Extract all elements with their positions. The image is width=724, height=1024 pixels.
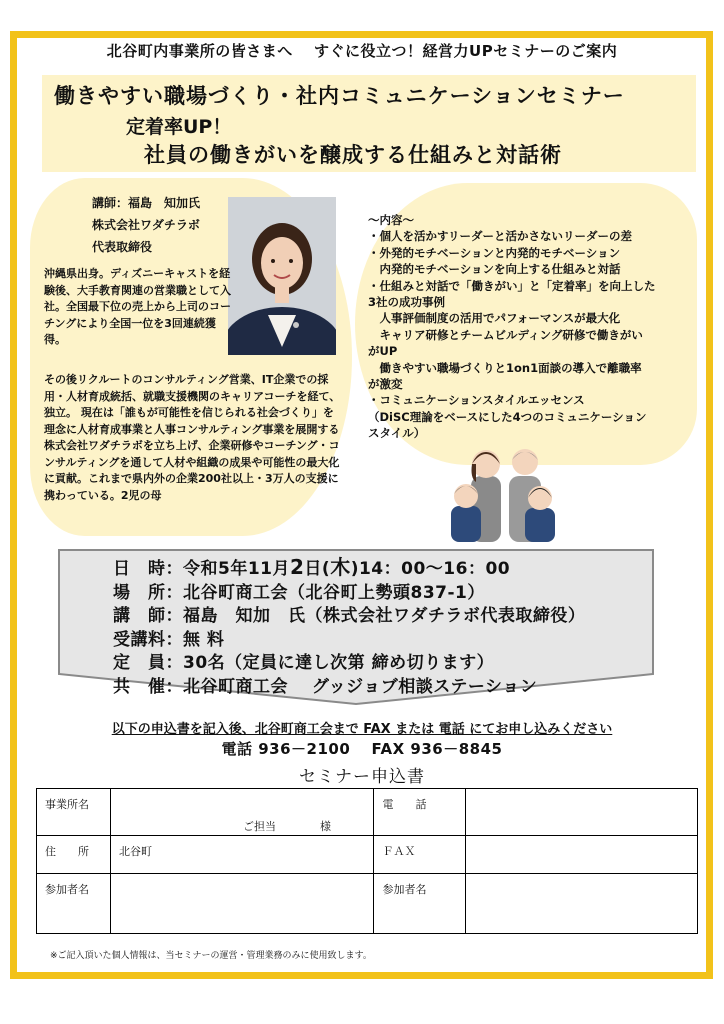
content-line: 働きやすい職場づくりと1on1面談の導入で離職率	[368, 360, 642, 375]
participant-label-2: 参加者名	[374, 874, 466, 934]
content-line: ・仕組みと対話で「働きがい」と「定着率」を向上した	[368, 278, 656, 293]
event-date: 日 時：令和5年11月2日(木)14：00～16：00	[113, 555, 511, 579]
privacy-note: ※ご記入頂いた個人情報は、当セミナーの運営・管理業務のみに使用致します。	[50, 951, 372, 961]
content-line: （DiSC理論をベースにした4つのコミュニケーション	[368, 409, 647, 424]
page-header: 北谷町内事業所の皆さまへ すぐに役立つ！経営力UPセミナーのご案内	[106, 42, 618, 60]
application-form	[36, 788, 698, 934]
instructor-info	[92, 192, 200, 258]
content-line: キャリア研修とチームビルディング研修で働きがい	[368, 327, 643, 342]
bio-part-1: 沖縄県出身。ディズニーキャストを経験後、大手教育関連の営業職として入社。全国最下位の売上から上司のコーチングにより全国一位を3回連続獲得。	[44, 267, 231, 346]
event-fee: 受講料：無 料	[113, 629, 225, 650]
form-row	[37, 789, 698, 836]
company-label: 事業所名	[37, 789, 111, 836]
content-line: 内発的モチベーションを向上する仕組みと対話	[368, 262, 621, 277]
address-field[interactable]: 北谷町	[110, 836, 374, 874]
participant-label-1: 参加者名	[37, 874, 111, 934]
event-place: 場 所：北谷町商工会（北谷町上勢頭837-1）	[113, 582, 485, 603]
content-line: 3社の成功事例	[368, 295, 446, 310]
content-line: が激変	[368, 377, 403, 392]
content-line: ・外発的モチベーションと内発的モチベーション	[368, 245, 621, 260]
participant-field-1[interactable]	[110, 874, 374, 934]
bio-part-2: その後リクルートのコンサルティング営業、IT企業での採用・人材育成統括、就職支援機関のキャリアコーチを経て、独立。 現在は「誰もが可能性を信じられる社会づくり」を理念に人材育成事業と人事コンサルティング事業を展開する株式会社ワダチラボを立ち上げ、企業研修やコーチング・コンサルティングを通して人材や組織の成果や可能性の最大化に貢献。これまで県内外の企業200社以上・3万人の支援に携わっている。2児の母	[44, 373, 341, 502]
event-lecturer: 講 師：福島 知加 氏（株式会社ワダチラボ代表取締役）	[113, 606, 586, 626]
event-info	[113, 556, 585, 699]
application-instruction: 以下の申込書を記入後、北谷町商工会まで FAX または 電話 にてお申し込みください	[111, 722, 613, 737]
content-line: スタイル）	[368, 426, 426, 441]
form-row	[37, 836, 698, 874]
content-line: ・コミュニケーションスタイルエッセンス	[368, 393, 585, 408]
form-title: セミナー申込書	[299, 767, 425, 787]
tel-field[interactable]	[466, 789, 698, 836]
tel-label: 電 話	[374, 789, 466, 836]
address-label: 住 所	[37, 836, 111, 874]
seminar-title: 働きやすい職場づくり・社内コミュニケーションセミナー	[54, 84, 625, 108]
instructor-company: 株式会社ワダチラボ	[92, 218, 200, 232]
content-line: ～内容～	[368, 213, 414, 227]
company-field[interactable]	[110, 789, 374, 836]
content-list	[368, 212, 688, 442]
seminar-subtitle-1: 定着率UP！	[126, 116, 232, 138]
form-row	[37, 874, 698, 934]
contact-person-label: ご担当 様	[242, 820, 331, 833]
participant-field-2[interactable]	[466, 874, 698, 934]
content-line: 人事評価制度の活用でパフォーマンスが最大化	[368, 311, 621, 326]
instructor-photo	[228, 197, 336, 355]
instructor-name: 講師：福島 知加氏	[92, 196, 201, 210]
content-line: がUP	[368, 344, 398, 359]
content-line: ・個人を活かすリーダーと活かさないリーダーの差	[368, 229, 633, 244]
event-capacity: 定 員：30名（定員に達し次第 締め切ります）	[113, 653, 495, 673]
business-people-illustration	[445, 444, 563, 542]
fax-field[interactable]	[466, 836, 698, 874]
seminar-subtitle-2: 社員の働きがいを醸成する仕組みと対話術	[144, 143, 562, 167]
instructor-position: 代表取締役	[92, 240, 153, 254]
event-host: 共 催：北谷町商工会 グッジョブ相談ステーション	[113, 676, 538, 697]
contact-numbers: 電話 936－2100 FAX 936－8845	[221, 740, 503, 758]
fax-label: ＦＡＸ	[374, 836, 466, 874]
